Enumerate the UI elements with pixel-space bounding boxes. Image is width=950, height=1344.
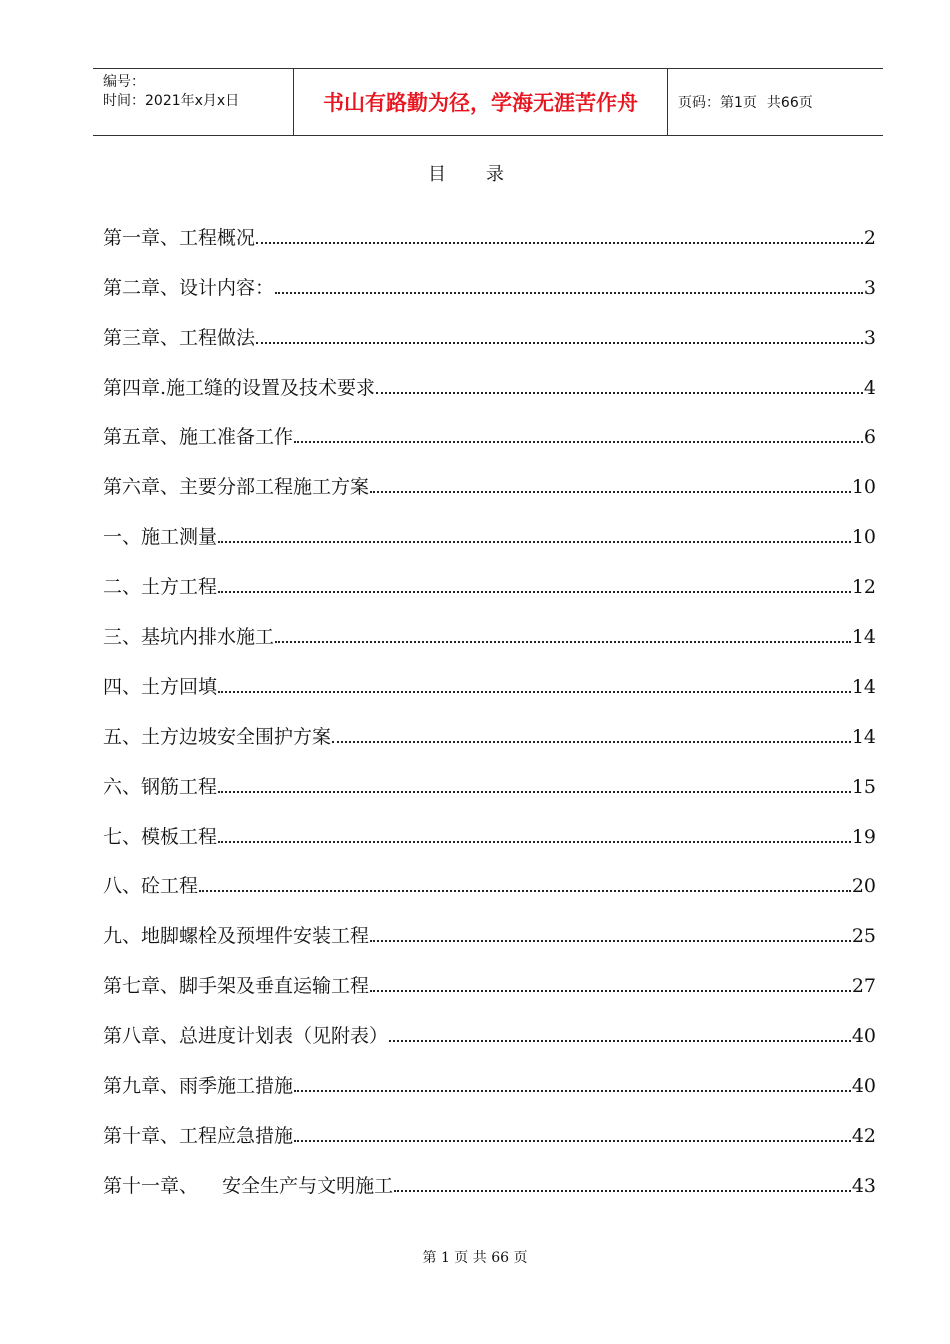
toc-entry[interactable] [103, 649, 876, 699]
toc-entry[interactable] [103, 599, 876, 649]
toc-entry-title: 第六章、主要分部工程施工方案 [103, 476, 370, 499]
toc-entry-page: 15 [851, 775, 876, 798]
toc-entry[interactable] [103, 250, 876, 300]
toc-entry[interactable] [103, 849, 876, 899]
toc-entry-page: 19 [851, 825, 876, 848]
toc-entry-page: 3 [863, 276, 876, 299]
toc-leader-dots [275, 641, 851, 643]
toc-entry-title: 一、施工测量 [103, 526, 218, 549]
header-page-info [668, 69, 883, 135]
toc-leader-dots [370, 940, 851, 942]
toc-leader-dots [218, 691, 851, 693]
toc-entry[interactable] [103, 699, 876, 749]
toc-entry[interactable] [103, 200, 876, 250]
toc-leader-dots [332, 741, 851, 743]
toc-entry-page: 14 [851, 725, 876, 748]
toc-leader-dots [218, 791, 851, 793]
toc-entry-page: 40 [851, 1075, 876, 1098]
toc-entry-title: 六、钢筋工程 [103, 775, 218, 798]
toc-entry-title: 第五章、施工准备工作 [103, 426, 294, 449]
toc-entry[interactable] [103, 799, 876, 849]
toc-entry[interactable] [103, 898, 876, 948]
toc-leader-dots [218, 591, 851, 593]
toc-entry-page: 43 [851, 1174, 876, 1197]
toc-entry[interactable] [103, 749, 876, 799]
toc-title: 目录 [428, 164, 544, 185]
document-number-label: 编号： [103, 74, 145, 90]
document-time-label: 时间：2021年x月x日 [103, 93, 240, 109]
toc-leader-dots [294, 1140, 851, 1142]
page-footer: 第 1 页 共 66 页 [422, 1250, 528, 1266]
toc-entry-title: 第十一章、 安全生产与文明施工 [103, 1174, 394, 1197]
toc-entry-page: 10 [851, 476, 876, 499]
toc-entry[interactable] [103, 449, 876, 499]
toc-entry-title: 第七章、脚手架及垂直运输工程 [103, 975, 370, 998]
toc-entry-title: 第四章.施工缝的设置及技术要求 [103, 376, 376, 399]
toc-leader-dots [199, 890, 851, 892]
toc-entry-page: 12 [851, 576, 876, 599]
header-motto: 书山有路勤为径，学海无涯苦作舟 [294, 69, 668, 135]
toc-leader-dots [389, 1040, 851, 1042]
toc-entry-page: 6 [863, 426, 876, 449]
toc-leader-dots [275, 292, 863, 294]
toc-entry-title: 第二章、设计内容： [103, 276, 275, 299]
header-page-total: 共66页 [766, 95, 813, 111]
toc-leader-dots [256, 342, 863, 344]
toc-leader-dots [376, 392, 863, 394]
toc-entry-page: 2 [863, 226, 876, 249]
toc-leader-dots [256, 242, 863, 244]
toc-entry[interactable] [103, 300, 876, 350]
toc-entry-title: 第一章、工程概况 [103, 226, 256, 249]
toc-leader-dots [218, 541, 851, 543]
page-header [93, 68, 883, 136]
toc-entry-page: 27 [851, 975, 876, 998]
toc-leader-dots [218, 841, 851, 843]
toc-entry[interactable] [103, 400, 876, 450]
toc-entry-page: 25 [851, 925, 876, 948]
toc-leader-dots [294, 1090, 851, 1092]
toc-entry[interactable] [103, 998, 876, 1048]
toc-leader-dots [370, 990, 851, 992]
toc-entry-title: 第三章、工程做法 [103, 326, 256, 349]
toc-entry-page: 42 [851, 1124, 876, 1147]
header-meta [93, 69, 294, 135]
toc-entry-title: 三、基坑内排水施工 [103, 626, 275, 649]
toc-entry-page: 14 [851, 626, 876, 649]
toc-entry-page: 3 [863, 326, 876, 349]
toc-entry-title: 九、地脚螺栓及预埋件安装工程 [103, 925, 370, 948]
toc-entry[interactable] [103, 549, 876, 599]
toc-entry-title: 第八章、总进度计划表（见附表） [103, 1025, 389, 1048]
toc-entry-page: 10 [851, 526, 876, 549]
toc-entry-page: 4 [863, 376, 876, 399]
toc-entry-title: 五、土方边坡安全围护方案 [103, 725, 332, 748]
toc-entry-title: 四、土方回填 [103, 675, 218, 698]
toc-entry[interactable] [103, 350, 876, 400]
toc-entry-page: 14 [851, 675, 876, 698]
toc-entry-title: 第九章、雨季施工措施 [103, 1075, 294, 1098]
toc-entry-title: 第十章、工程应急措施 [103, 1124, 294, 1147]
toc-entry-page: 40 [851, 1025, 876, 1048]
toc-entry-title: 八、砼工程 [103, 875, 199, 898]
toc-entry[interactable] [103, 1098, 876, 1148]
toc-leader-dots [294, 441, 863, 443]
toc-leader-dots [370, 491, 851, 493]
toc-entry[interactable] [103, 499, 876, 549]
table-of-contents [103, 200, 876, 1198]
toc-entry-title: 二、土方工程 [103, 576, 218, 599]
toc-entry[interactable] [103, 1048, 876, 1098]
toc-entry-page: 20 [851, 875, 876, 898]
header-page-number: 页码：第1页 [678, 95, 757, 111]
toc-leader-dots [394, 1190, 851, 1192]
toc-entry[interactable] [103, 1148, 876, 1198]
toc-entry[interactable] [103, 948, 876, 998]
toc-entry-title: 七、模板工程 [103, 825, 218, 848]
